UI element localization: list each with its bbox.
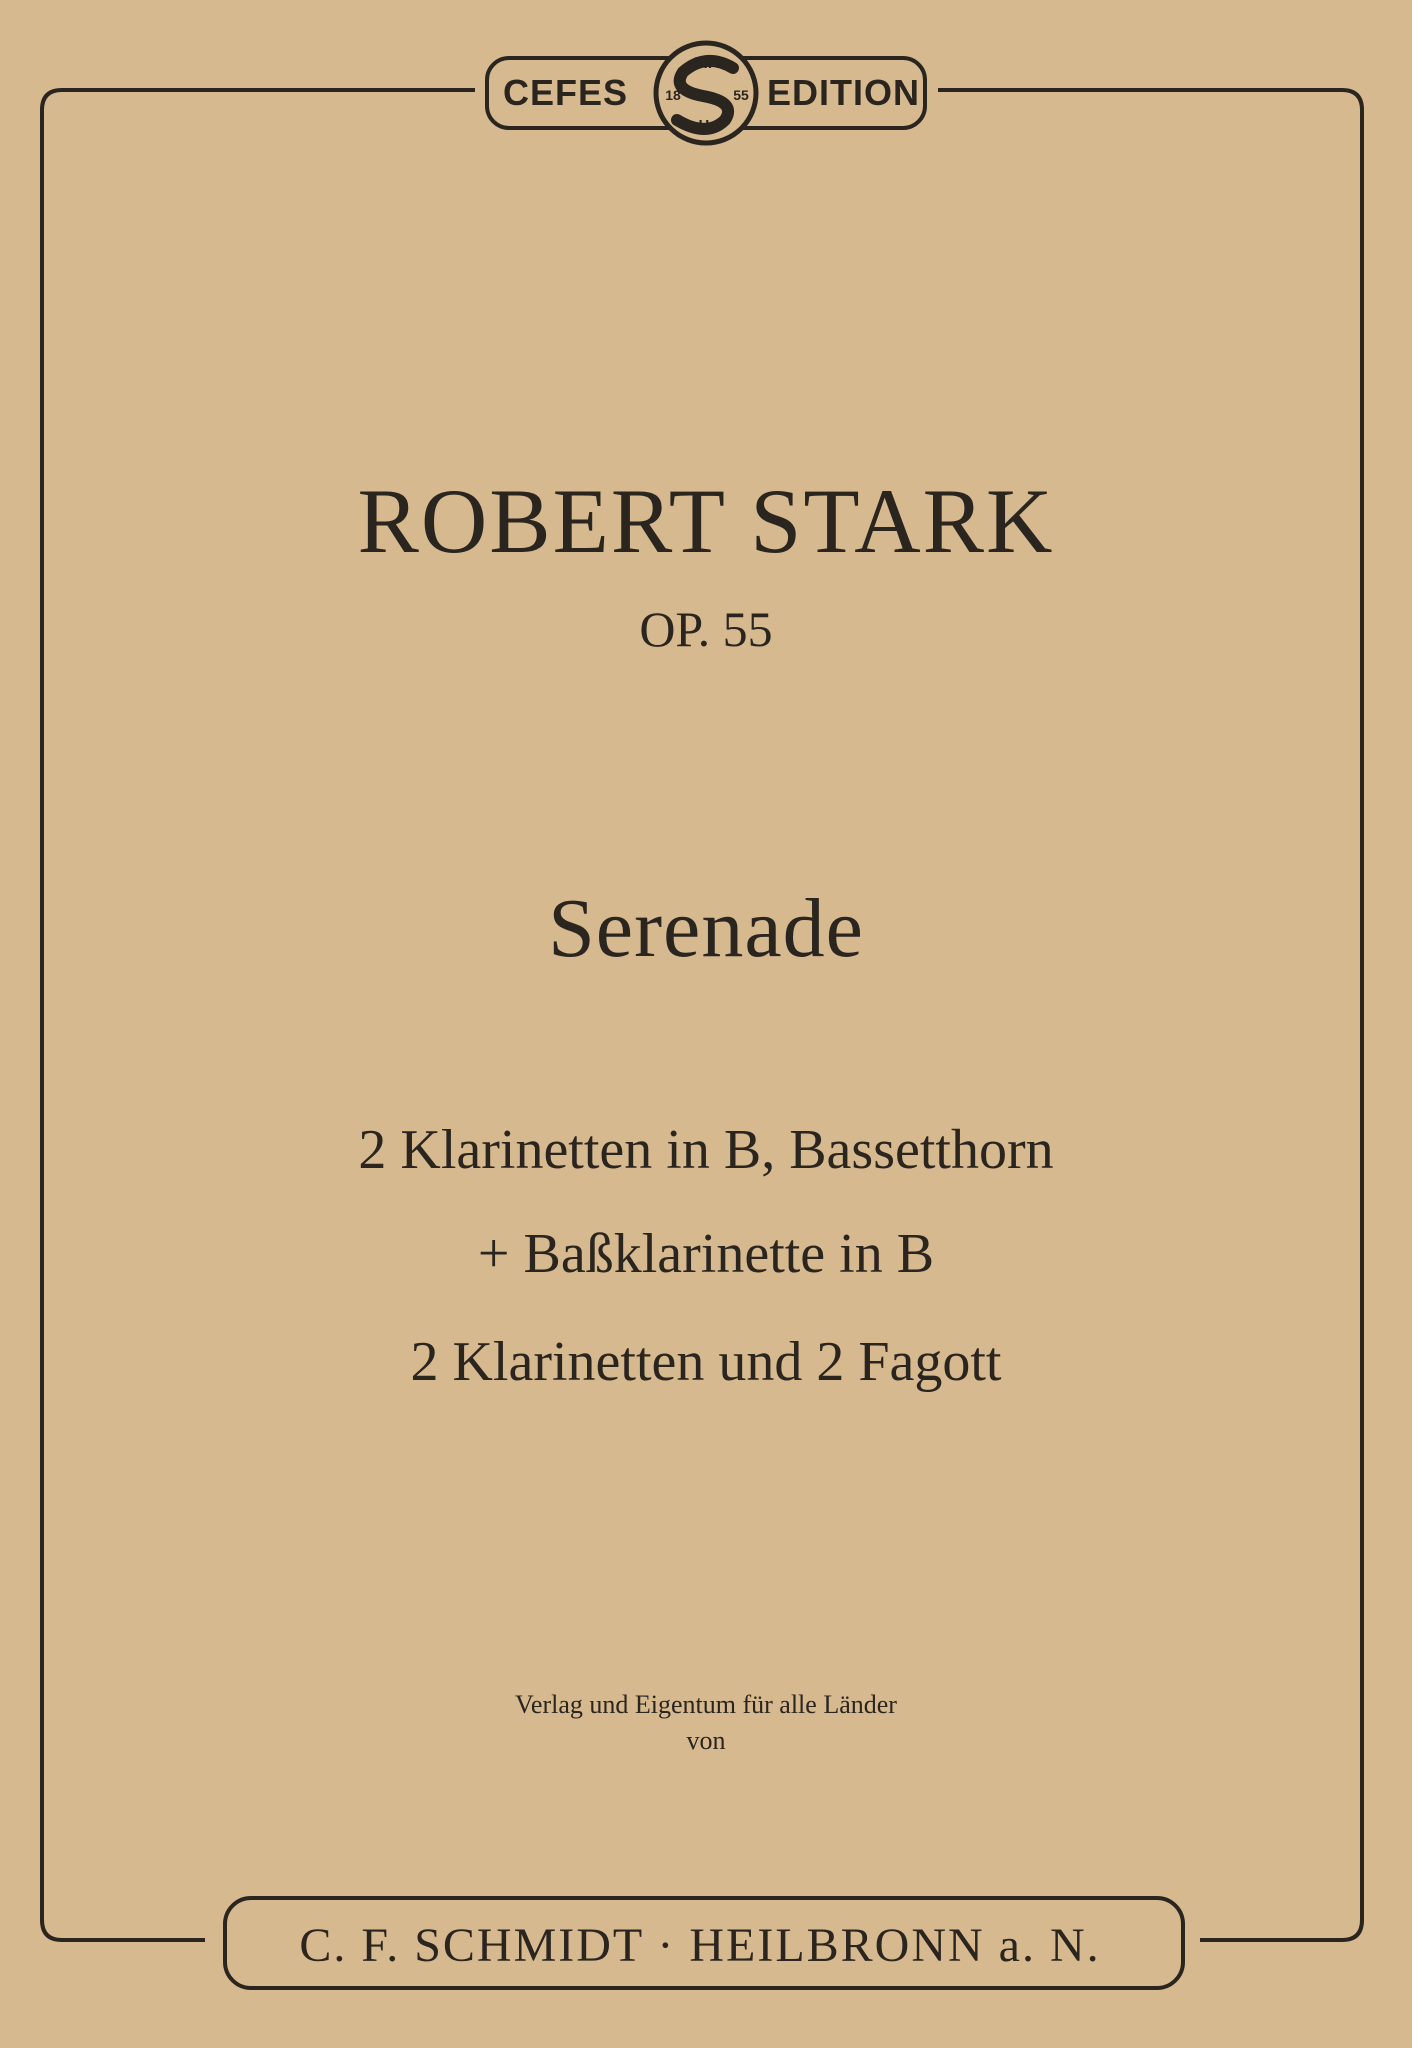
seal-top-text: C.F.: [691, 55, 721, 72]
seal-right-text: 55: [733, 87, 749, 103]
instrumentation-line: + Baßklarinette in B: [477, 1223, 935, 1285]
instrumentation-line: 2 Klarinetten in B, Bassetthorn: [358, 1119, 1054, 1181]
composer-name: ROBERT STARK: [357, 470, 1055, 572]
logo-left-text: CEFES: [503, 72, 629, 113]
publisher-name: C. F. SCHMIDT · HEILBRONN a. N.: [299, 1919, 1101, 1972]
publisher-note-von: von: [686, 1726, 726, 1755]
cefes-edition-logo: [485, 38, 927, 146]
logo-right-text: EDITION: [767, 72, 921, 113]
opus-number: OP. 55: [639, 601, 773, 657]
seal-left-text: 18: [665, 87, 681, 103]
work-title: Serenade: [548, 882, 864, 975]
instrumentation-line: 2 Klarinetten und 2 Fagott: [410, 1331, 1002, 1393]
publisher-note: Verlag und Eigentum für alle Länder: [515, 1690, 897, 1719]
seal-bottom-text: H.: [698, 117, 714, 134]
